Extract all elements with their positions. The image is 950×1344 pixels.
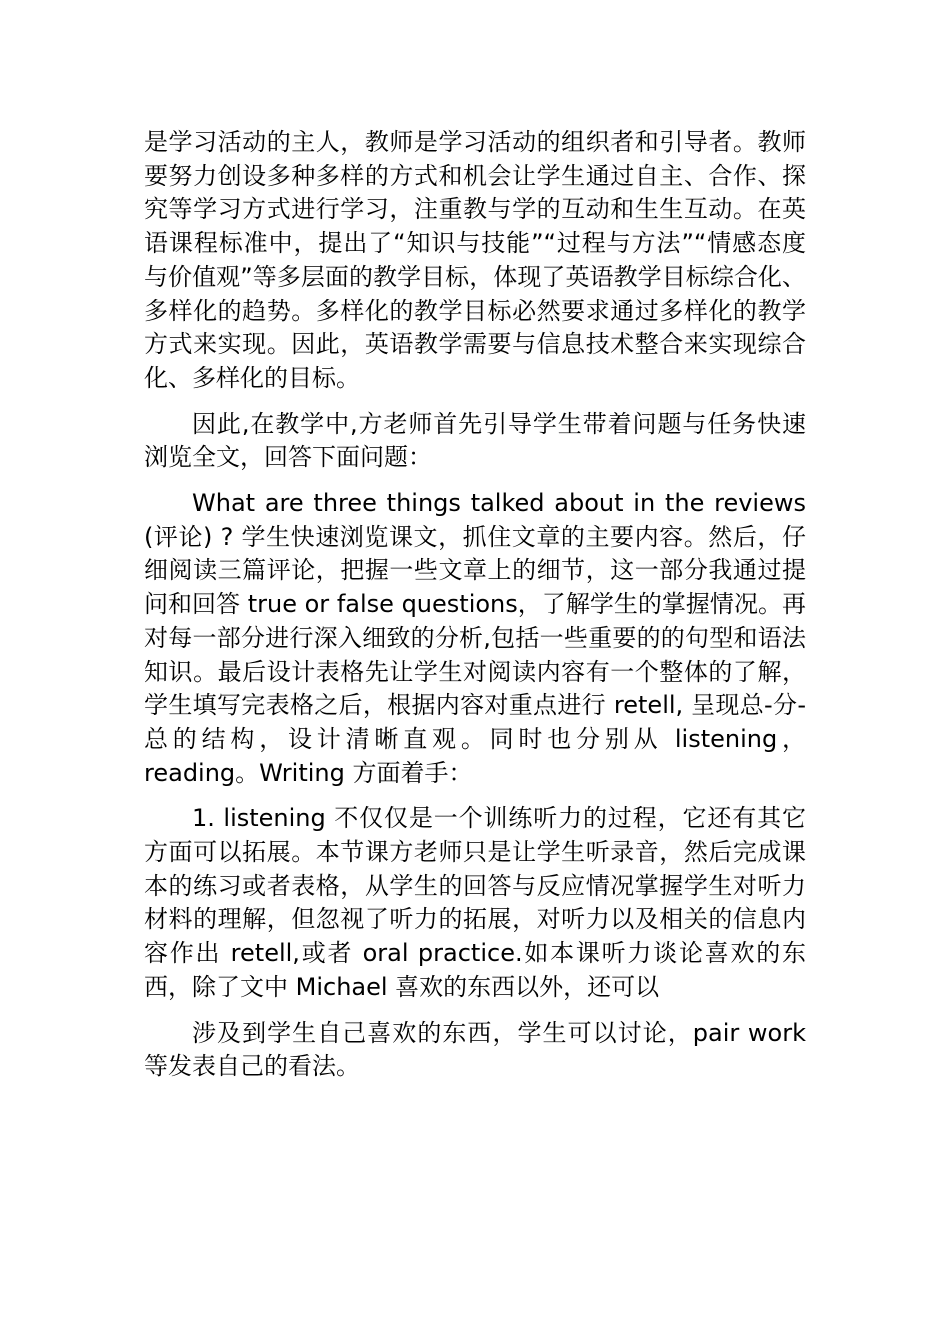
paragraph-4: 1. listening 不仅仅是一个训练听力的过程，它还有其它方面可以拓展。本节课方老师只是让学生听录音，然后完成课本的练习或者表格，从学生的回答与反应情况掌握学生对听力材料的理解，但忽视了听力的拓展，对听力以及相关的信息内容作出 retell,或者 oral practice.如本课听力谈论喜欢的东西，除了文中 Michael 喜欢的东西以外，还可以 — [144, 804, 806, 1001]
paragraph-5: 涉及到学生自己喜欢的东西，学生可以讨论，pair work 等发表自己的看法。 — [144, 1018, 806, 1081]
document-body — [144, 126, 806, 1096]
paragraph-3: What are three things talked about in the reviews (评论) ? 学生快速浏览课文，抓住文章的主要内容。然后，仔细阅读三篇评论，把握一些文章上的细节，这一部分我通过提问和回答 true or false questions，了解学生的掌握情况。再对每一部分进行深入细致的分析,包括一些重要的的句型和语法知识。最后设计表格先让学生对阅读内容有一个整体的了解，学生填写完表格之后，根据内容对重点进行 retell, 呈现总-分-总的结构，设计清晰直观。同时也分别从 listening，reading。Writing 方面着手： — [144, 489, 806, 787]
paragraph-1: 是学习活动的主人，教师是学习活动的组织者和引导者。教师要努力创设多种多样的方式和机会让学生通过自主、合作、探究等学习方式进行学习，注重教与学的互动和生生互动。在英语课程标准中，提出了“知识与技能”“过程与方法”“情感态度与价值观”等多层面的教学目标，体现了英语教学目标综合化、多样化的趋势。多样化的教学目标必然要求通过多样化的教学方式来实现。因此，英语教学需要与信息技术整合来实现综合化、多样化的目标。 — [144, 128, 806, 392]
paragraph-2: 因此,在教学中,方老师首先引导学生带着问题与任务快速浏览全文，回答下面问题： — [144, 409, 806, 472]
